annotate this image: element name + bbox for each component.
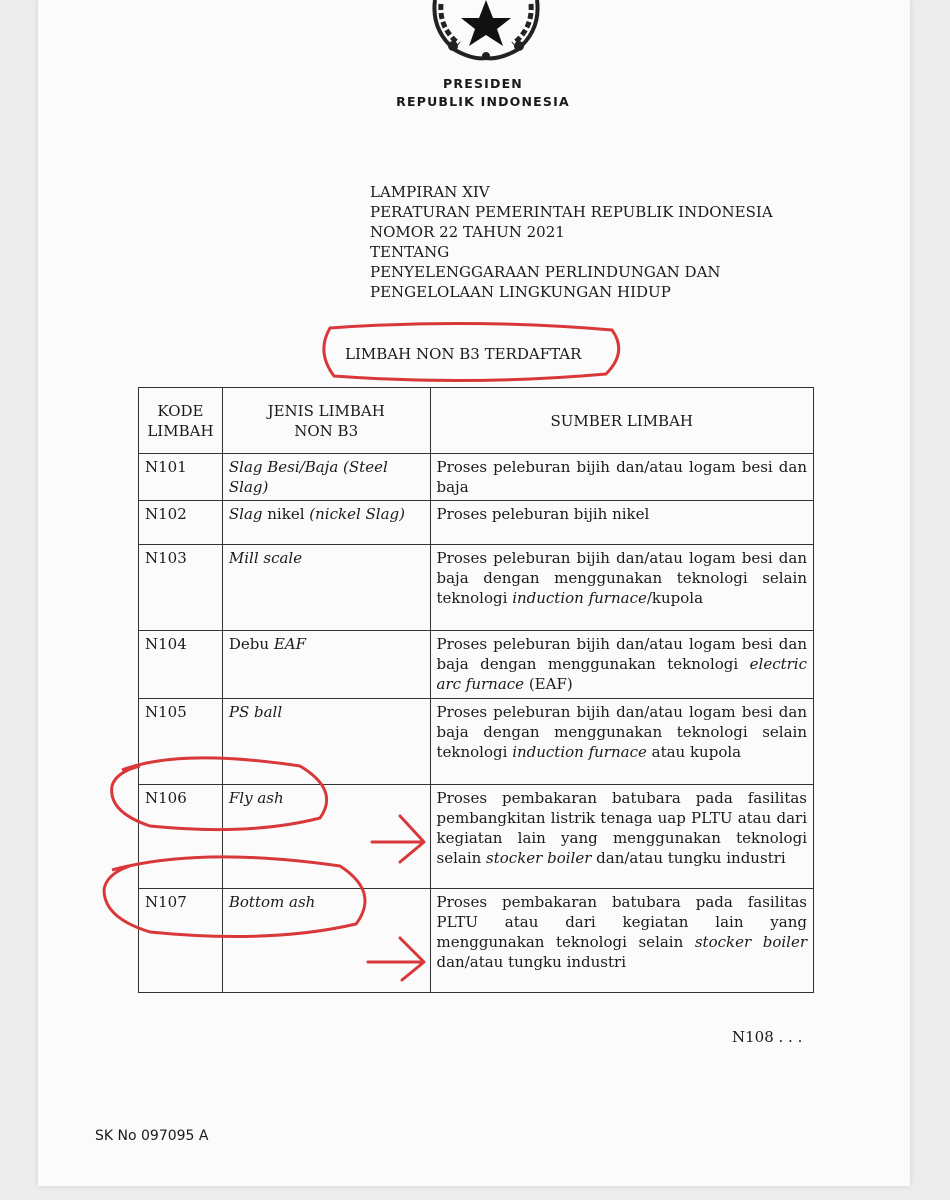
row-jenis: Slag nikel (nickel Slag)	[222, 501, 430, 545]
row-sumber: Proses peleburan bijih dan/atau logam besi dan baja dengan menggunakan teknologi electric arc furnace (EAF)	[430, 631, 814, 699]
table-row	[139, 454, 814, 501]
table-row	[139, 889, 814, 993]
row-sumber: Proses pembakaran batubara pada fasilitas PLTU atau dari kegiatan lain yang menggunakan teknologi selain stocker boiler dan/atau tungku industri	[430, 889, 814, 993]
row-sumber: Proses peleburan bijih dan/atau logam besi dan baja	[430, 454, 814, 501]
row-kode: N107	[139, 889, 223, 993]
header-republic: REPUBLIK INDONESIA	[396, 94, 570, 109]
lampiran-line: PENYELENGGARAAN PERLINDUNGAN DAN	[370, 263, 721, 281]
lampiran-line: NOMOR 22 TAHUN 2021	[370, 223, 565, 241]
table-row	[139, 545, 814, 631]
row-jenis: Debu EAF	[222, 631, 430, 699]
row-kode: N104	[139, 631, 223, 699]
header-sumber: SUMBER LIMBAH	[430, 388, 814, 454]
garuda-emblem-icon	[423, 0, 549, 66]
row-kode: N102	[139, 501, 223, 545]
row-jenis: Slag Besi/Baja (Steel Slag)	[222, 454, 430, 501]
table-row	[139, 699, 814, 785]
table-row	[139, 501, 814, 545]
header-kode: KODE LIMBAH	[139, 388, 223, 454]
table-row	[139, 631, 814, 699]
header-president: PRESIDEN	[443, 76, 523, 91]
header-jenis: JENIS LIMBAH NON B3	[222, 388, 430, 454]
lampiran-block	[370, 182, 773, 302]
row-jenis: PS ball	[222, 699, 430, 785]
lampiran-line: LAMPIRAN XIV	[370, 183, 490, 201]
lampiran-line: PENGELOLAAN LINGKUNGAN HIDUP	[370, 283, 671, 301]
row-jenis: Bottom ash	[222, 889, 430, 993]
row-kode: N103	[139, 545, 223, 631]
document-title: LIMBAH NON B3 TERDAFTAR	[345, 345, 582, 363]
table-header-row	[139, 388, 814, 454]
row-sumber: Proses peleburan bijih dan/atau logam besi dan baja dengan menggunakan teknologi selain teknologi induction furnace atau kupola	[430, 699, 814, 785]
row-kode: N101	[139, 454, 223, 501]
row-kode: N105	[139, 699, 223, 785]
lampiran-line: PERATURAN PEMERINTAH REPUBLIK INDONESIA	[370, 203, 773, 221]
row-sumber: Proses pembakaran batubara pada fasilitas pembangkitan listrik tenaga uap PLTU atau dari kegiatan lain yang menggunakan teknologi selain stocker boiler dan/atau tungku industri	[430, 785, 814, 889]
sk-number: SK No 097095 A	[95, 1128, 209, 1144]
next-page-marker: N108 . . .	[732, 1028, 803, 1046]
row-sumber: Proses peleburan bijih nikel	[430, 501, 814, 545]
table-row	[139, 785, 814, 889]
row-sumber: Proses peleburan bijih dan/atau logam besi dan baja dengan menggunakan teknologi selain teknologi induction furnace/kupola	[430, 545, 814, 631]
row-kode: N106	[139, 785, 223, 889]
waste-table	[138, 387, 814, 993]
row-jenis: Mill scale	[222, 545, 430, 631]
row-jenis: Fly ash	[222, 785, 430, 889]
lampiran-line: TENTANG	[370, 243, 450, 261]
